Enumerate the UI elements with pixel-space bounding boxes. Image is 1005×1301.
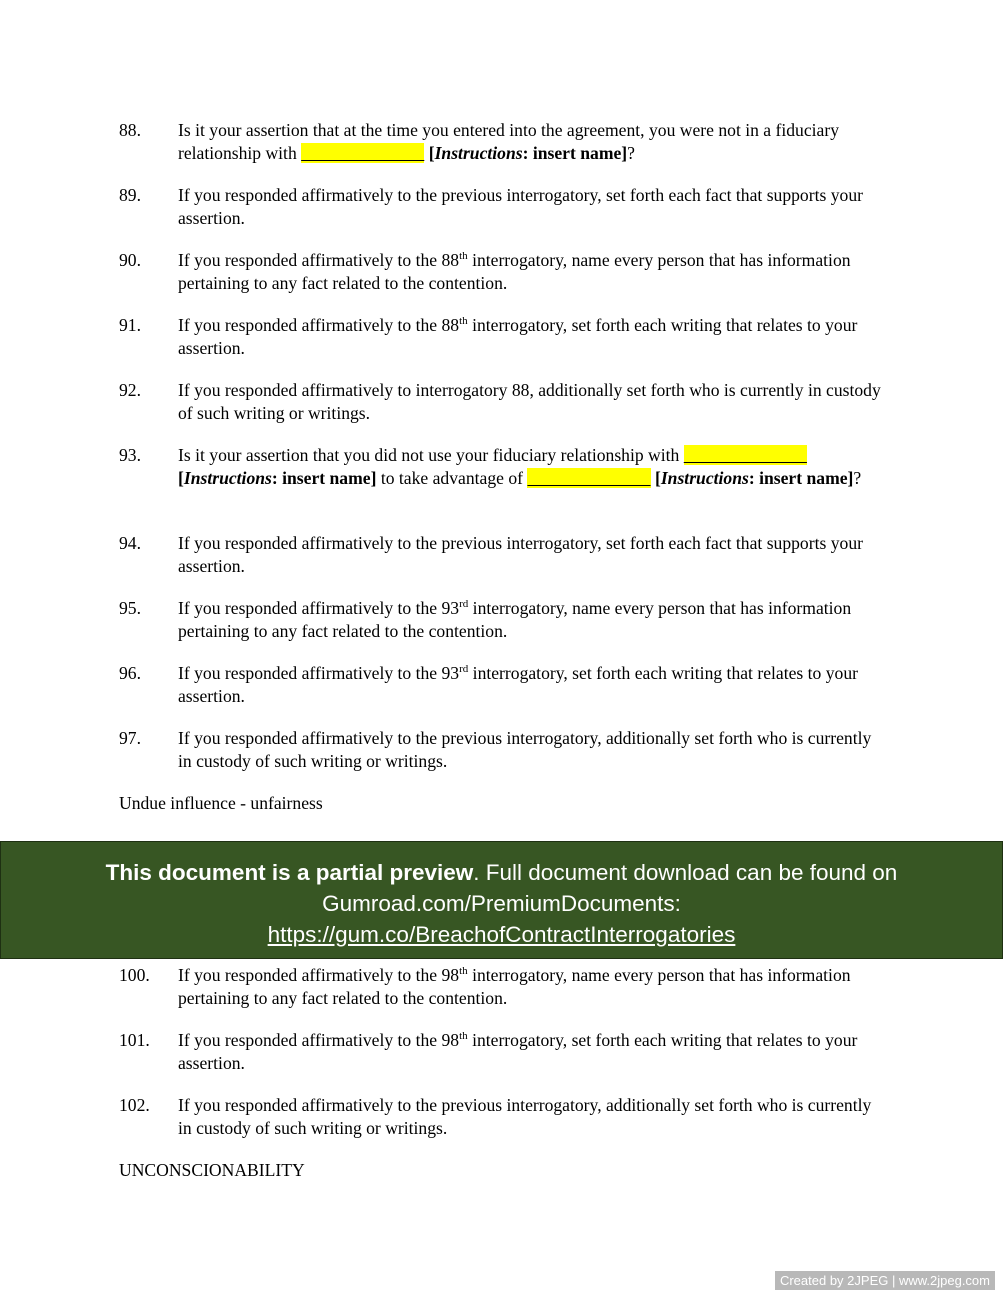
interrogatory-94 — [119, 532, 889, 578]
interrogatory-102 — [119, 1094, 889, 1140]
item-text: If you responded affirmatively to the 98th interrogatory, set forth each writing that relates to your assertion. — [178, 1030, 858, 1073]
section-heading-undue-influence: Undue influence - unfairness — [119, 793, 323, 813]
item-number: 94. — [119, 533, 141, 553]
item-text: If you responded affirmatively to the previous interrogatory, additionally set forth who is currently in custody of such writing or writings. — [178, 728, 872, 771]
interrogatory-100 — [119, 964, 889, 1010]
section-heading-unconscionability: UNCONSCIONABILITY — [119, 1160, 305, 1180]
banner-line-2: Gumroad.com/PremiumDocuments: — [322, 891, 681, 916]
item-number: 95. — [119, 598, 141, 618]
item-number: 92. — [119, 380, 141, 400]
download-link[interactable]: https://gum.co/BreachofContractInterrogatories — [267, 922, 736, 947]
item-text: If you responded affirmatively to interrogatory 88, additionally set forth who is currently in custody of such writing or writings. — [178, 380, 881, 423]
interrogatory-89 — [119, 184, 889, 230]
item-number: 93. — [119, 445, 141, 465]
item-number: 90. — [119, 250, 141, 270]
item-text: If you responded affirmatively to the previous interrogatory, set forth each fact that supports your assertion. — [178, 185, 863, 228]
item-number: 97. — [119, 728, 141, 748]
fill-in-blank — [301, 143, 424, 163]
item-text: If you responded affirmatively to the 98th interrogatory, name every person that has information pertaining to any fact related to the contention. — [178, 965, 851, 1008]
item-text: Is it your assertion that you did not use your fiduciary relationship with [Instructions: insert name] to take advantage of [Instructions: insert name]? — [178, 445, 862, 488]
interrogatory-95 — [119, 597, 889, 643]
interrogatory-92 — [119, 379, 889, 425]
interrogatory-91 — [119, 314, 889, 360]
fill-in-blank — [684, 445, 807, 465]
item-text: If you responded affirmatively to the 93rd interrogatory, set forth each writing that relates to your assertion. — [178, 663, 858, 706]
item-text: If you responded affirmatively to the previous interrogatory, additionally set forth who is currently in custody of such writing or writings. — [178, 1095, 872, 1138]
item-number: 96. — [119, 663, 141, 683]
fill-in-blank — [527, 468, 650, 488]
item-text: If you responded affirmatively to the previous interrogatory, set forth each fact that supports your assertion. — [178, 533, 863, 576]
item-number: 101. — [119, 1030, 150, 1050]
banner-line-1: This document is a partial preview. Full document download can be found on — [105, 860, 898, 885]
interrogatory-88 — [119, 119, 889, 165]
item-number: 100. — [119, 965, 150, 985]
item-text: If you responded affirmatively to the 93rd interrogatory, name every person that has information pertaining to any fact related to the contention. — [178, 598, 852, 641]
item-number: 88. — [119, 120, 141, 140]
item-text: If you responded affirmatively to the 88th interrogatory, set forth each writing that relates to your assertion. — [178, 315, 858, 358]
interrogatory-96 — [119, 662, 889, 708]
interrogatory-97 — [119, 727, 889, 773]
watermark-label: Created by 2JPEG | www.2jpeg.com — [775, 1271, 995, 1290]
item-text: Is it your assertion that at the time you entered into the agreement, you were not in a fiduciary relationship with [Instructions: insert name]? — [178, 120, 840, 163]
interrogatory-101 — [119, 1029, 889, 1075]
item-number: 89. — [119, 185, 141, 205]
item-number: 91. — [119, 315, 141, 335]
item-number: 102. — [119, 1095, 150, 1115]
partial-preview-banner — [0, 841, 1003, 959]
interrogatory-90 — [119, 249, 889, 295]
interrogatory-93 — [119, 444, 889, 490]
item-text: If you responded affirmatively to the 88th interrogatory, name every person that has information pertaining to any fact related to the contention. — [178, 250, 851, 293]
